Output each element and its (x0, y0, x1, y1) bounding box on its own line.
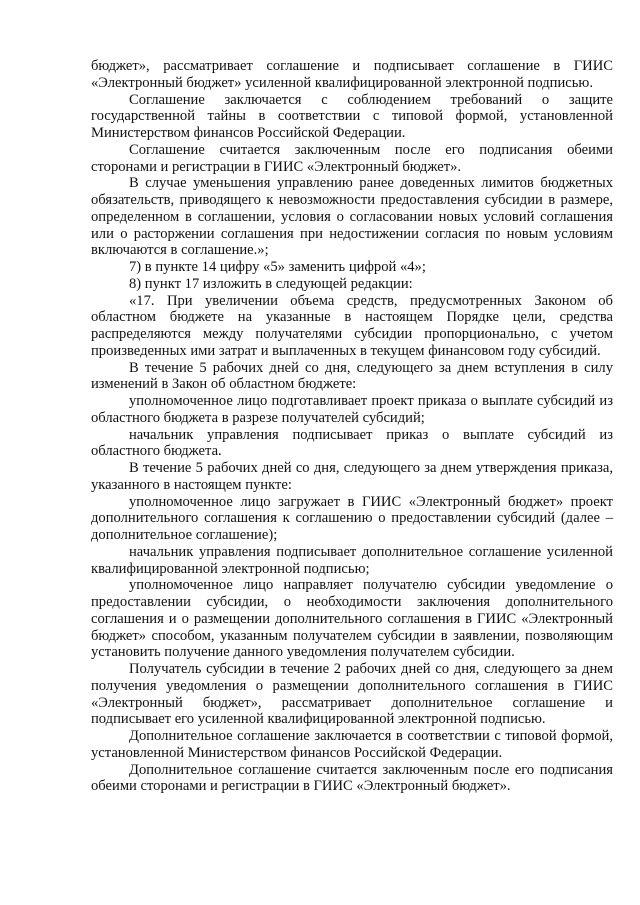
paragraph-3: Соглашение считается заключенным после его подписания обеими сторонами и регистрации в ГИИС «Электронный бюджет». (91, 141, 613, 175)
paragraph-15: Получатель субсидии в течение 2 рабочих дней со дня, следующего за днем получения уведомления о размещении дополнительного соглашения в ГИИС «Электронный бюджет», рассматривает дополнительное соглашение и подписывает его усиленной квалифицированной электронной подписью. (91, 661, 613, 728)
paragraph-16: Дополнительное соглашение заключается в соответствии с типовой формой, установленной Министерством финансов Российской Федерации. (91, 728, 613, 761)
paragraph-17: Дополнительное соглашение считается заключенным после его подписания обеими сторонами и регистрации в ГИИС «Электронный бюджет». (91, 761, 613, 795)
paragraph-12: уполномоченное лицо загружает в ГИИС «Электронный бюджет» проект дополнительного соглашения к соглашению о предоставлении субсидий (далее – дополнительное соглашение); (91, 493, 613, 543)
paragraph-11: В течение 5 рабочих дней со дня, следующего за днем утверждения приказа, указанного в настоящем пункте: (91, 460, 613, 493)
paragraph-14: уполномоченное лицо направляет получателю субсидии уведомление о предоставлении субсидии, о необходимости заключения дополнительного соглашения и о размещении дополнительного соглашения в ГИИС «Электронный бюджет» способом, указанным получателем субсидии в заявлении, позволяющим установить получение данного уведомления получателем субсидии. (91, 577, 613, 661)
paragraph-8: В течение 5 рабочих дней со дня, следующего за днем вступления в силу изменений в Закон об областном бюджете: (91, 359, 613, 393)
paragraph-5: 7) в пункте 14 цифру «5» заменить цифрой «4»; (129, 259, 426, 275)
paragraph-4: В случае уменьшения управлению ранее доведенных лимитов бюджетных обязательств, приводящего к невозможности предоставления субсидии в размере, определенном в соглашении, условия о согласовании новых условий соглашения или о расторжении соглашения при недостижении согласия по новым условиям включаются в соглашение.»; (91, 175, 613, 259)
paragraph-6: 8) пункт 17 изложить в следующей редакции: (129, 275, 413, 292)
paragraph-7: «17. При увеличении объема средств, предусмотренных Законом об областном бюджете на указанные в настоящем Порядке цели, средства распределяются между получателями субсидии пропорционально, с учетом произведенных ими затрат и выплаченных в текущем финансовом году субсидий. (91, 292, 613, 359)
paragraph-10: начальник управления подписывает приказ о выплате субсидий из областного бюджета. (91, 426, 613, 460)
paragraph-9: уполномоченное лицо подготавливает проект приказа о выплате субсидий из областного бюджета в разрезе получателей субсидий; (91, 393, 613, 426)
paragraph-1: бюджет», рассматривает соглашение и подписывает соглашение в ГИИС «Электронный бюджет» усиленной квалифицированной электронной подписью. (91, 58, 613, 91)
paragraph-13: начальник управления подписывает дополнительное соглашение усиленной квалифицированной электронной подписью; (91, 543, 613, 577)
document-page (91, 58, 613, 795)
paragraph-2: Соглашение заключается с соблюдением требований о защите государственной тайны в соответствии с типовой формой, установленной Министерством финансов Российской Федерации. (91, 91, 613, 141)
